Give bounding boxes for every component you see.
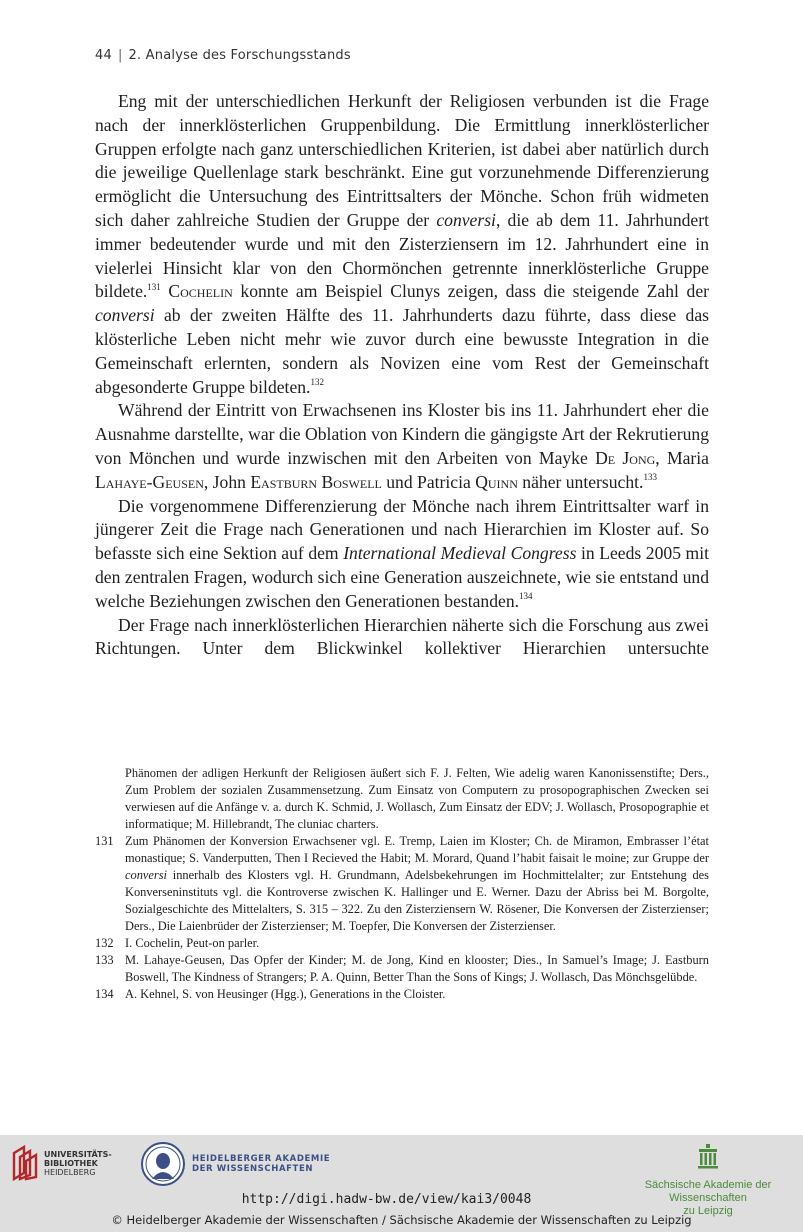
author-eastburn-boswell: Eastburn Boswell bbox=[250, 471, 382, 492]
paragraph-4: Der Frage nach innerklösterlichen Hierarchien näherte sich die Forschung aus zwei Richtungen. Unter dem Blickwinkel kollektiver Hierarchien untersuchte bbox=[95, 614, 709, 659]
page-number: 44 bbox=[95, 48, 112, 63]
congress-title: International Medieval Congress bbox=[343, 543, 577, 564]
footnote-number: 133 bbox=[95, 953, 114, 967]
paragraph-3: Die vorgenommene Differenzierung der Mönche nach ihrem Eintrittsalter warf in jüngerer Zeit die Frage nach Generationen und nach Hierarchien im Kloster auf. So befasste sich eine Sektion auf dem International Medieval Congress in Leeds 2005 mit den zentralen Fragen, wodurch sich eine Generation auszeichnete, wie sie entstand und welche Beziehungen zwischen den Generationen bestanden.$^{134}$ bbox=[95, 495, 710, 611]
header-separator: | bbox=[117, 48, 123, 63]
footnote-number: 132 bbox=[95, 936, 114, 950]
footnotes bbox=[95, 765, 709, 1003]
footnote-ref-134[interactable]: 134 bbox=[519, 590, 533, 601]
term-conversi: conversi bbox=[95, 305, 155, 326]
author-de-jong: De Jong bbox=[595, 447, 656, 468]
footnote-ref-133[interactable]: 133 bbox=[643, 471, 657, 482]
footnote-continuation: Phänomen der adligen Herkunft der Religiosen äußert sich F. J. Felten, Wie adelig waren Kanonissenstifte; Ders., Zum Problem der sozialen Zusammensetzung. Zum Einsatz von Computern zu prosopographischen Zwecken sei verwiesen auf die Anfänge v. a. durch K. Schmid, J. Wollasch, Zum Einsatz der EDV; J. Wollasch, Prosopographie et informatique; M. Hillebrandt, The cluniac charters. bbox=[125, 766, 709, 831]
footnote-131: 131 Zum Phänomen der Konversion Erwachsener vgl. E. Tremp, Laien im Kloster; Ch. de Miramon, Embrasser l’état monastique; S. Vanderputten, Then I Recieved the Habit; M. Morard, Quand l’habit faisait le moine; zur Gruppe der conversi innerhalb des Klosters vgl. H. Grundmann, Adelsbekehrungen im Hochmittelalter; zur Entstehung des Konverseninstituts vgl. die Kontroverse zwischen K. Hallinger und E. Werner. Dazu der Abriss bei M. Borgolte, Sozialgeschichte des Mittelalters, S. 315 – 322. Zu den Zisterziensern W. Rösener, Die Konversen der Zisterzienser; Ders., Die Laienbrüder der Zisterzienser; M. Toepfer, Die Konversen der Zisterzienser. bbox=[95, 834, 709, 933]
ub-heidelberg-logo[interactable]: UNIVERSITÄTS- BIBLIOTHEK HEIDELBERG bbox=[10, 1143, 112, 1183]
footnote-ref-132[interactable]: 132 bbox=[310, 376, 324, 387]
main-text bbox=[95, 90, 709, 661]
ub-heidelberg-icon bbox=[10, 1143, 40, 1183]
footnote-number: 134 bbox=[95, 987, 114, 1001]
saw-leipzig-logo[interactable]: Sächsische Akademie der Wissenschaften zu Leipzig bbox=[618, 1143, 798, 1218]
footnote-ref-131[interactable]: 131 bbox=[147, 281, 161, 292]
hadw-logo[interactable]: HEIDELBERGER AKADEMIE DER WISSENSCHAFTEN bbox=[140, 1141, 330, 1187]
chapter-title: 2. Analyse des Forschungsstands bbox=[128, 48, 351, 63]
digitization-footer bbox=[0, 1135, 803, 1232]
saw-building-icon bbox=[697, 1143, 719, 1169]
author-cochelin: Cochelin bbox=[168, 281, 233, 302]
paragraph-1: Eng mit der unterschiedlichen Herkunft der Religiosen verbunden ist die Frage nach der innerklösterlichen Gruppenbildung. Die Ermittlung innerklösterlicher Gruppen erfolgte nach ganz unterschiedlichen Kriterien, ist dabei aber natürlich durch die jeweilige Quellenlage stark beschränkt. Eine gut vorzunehmende Differenzierung ermöglicht die Untersuchung des Eintrittsalters der Mönche. Schon früh widmeten sich daher zahlreiche Studien der Gruppe der conversi, die ab dem 11. Jahrhundert immer bedeutender wurde und mit den Zisterziensern im 12. Jahrhundert eine in vielerlei Hinsicht klar von den Chormönchen getrennte innerklösterliche Gruppe bildete.$^{131}$ Cochelin konnte am Beispiel Clunys zeigen, dass die steigende Zahl der conversi ab der zweiten Hälfte des 11. Jahrhunderts dazu führte, dass diese das klösterliche Leben nicht mehr wie zuvor durch eine bewusste Integration in die Gemeinschaft erlernten, sondern als Novizen eine vom Rest der Gemeinschaft abgesonderte Gruppe bildeten.$^{132}$ bbox=[95, 91, 709, 397]
running-header bbox=[95, 48, 351, 63]
hadw-seal-icon bbox=[140, 1141, 186, 1187]
footnote-133: 133 M. Lahaye-Geusen, Das Opfer der Kinder; M. de Jong, Kind en klooster; Dies., In Samuel’s Image; J. Eastburn Boswell, The Kindness of Strangers; P. A. Quinn, Better Than the Sons of Kings; J. Wollasch, Das Mönchsgelübde. bbox=[95, 953, 709, 984]
author-quinn: Quinn bbox=[475, 471, 518, 492]
footnote-134: 134 A. Kehnel, S. von Heusinger (Hgg.), Generations in the Cloister. bbox=[95, 987, 446, 1001]
copyright-notice: © Heidelberger Akademie der Wissenschaften / Sächsische Akademie der Wissenschaften zu Leipzig bbox=[111, 1213, 692, 1227]
term-conversi: conversi bbox=[436, 209, 496, 230]
footnote-132: 132 I. Cochelin, Peut-on parler. bbox=[95, 936, 260, 950]
paragraph-2: Während der Eintritt von Erwachsenen ins Kloster bis ins 11. Jahrhundert eher die Ausnahme darstellte, war die Oblation von Kindern die gängigste Art der Rekrutierung von Mönchen und wurde inzwischen mit den Arbeiten von Mayke De Jong, Maria Lahaye-Geusen, John Eastburn Boswell und Patricia Quinn näher untersucht.$^{133}$ bbox=[95, 400, 709, 492]
permalink-url[interactable]: http://digi.hadw-bw.de/view/kai3/0048 bbox=[241, 1192, 532, 1207]
author-lahaye-geusen: Lahaye-Geusen bbox=[95, 471, 204, 492]
footnote-number: 131 bbox=[95, 834, 114, 848]
